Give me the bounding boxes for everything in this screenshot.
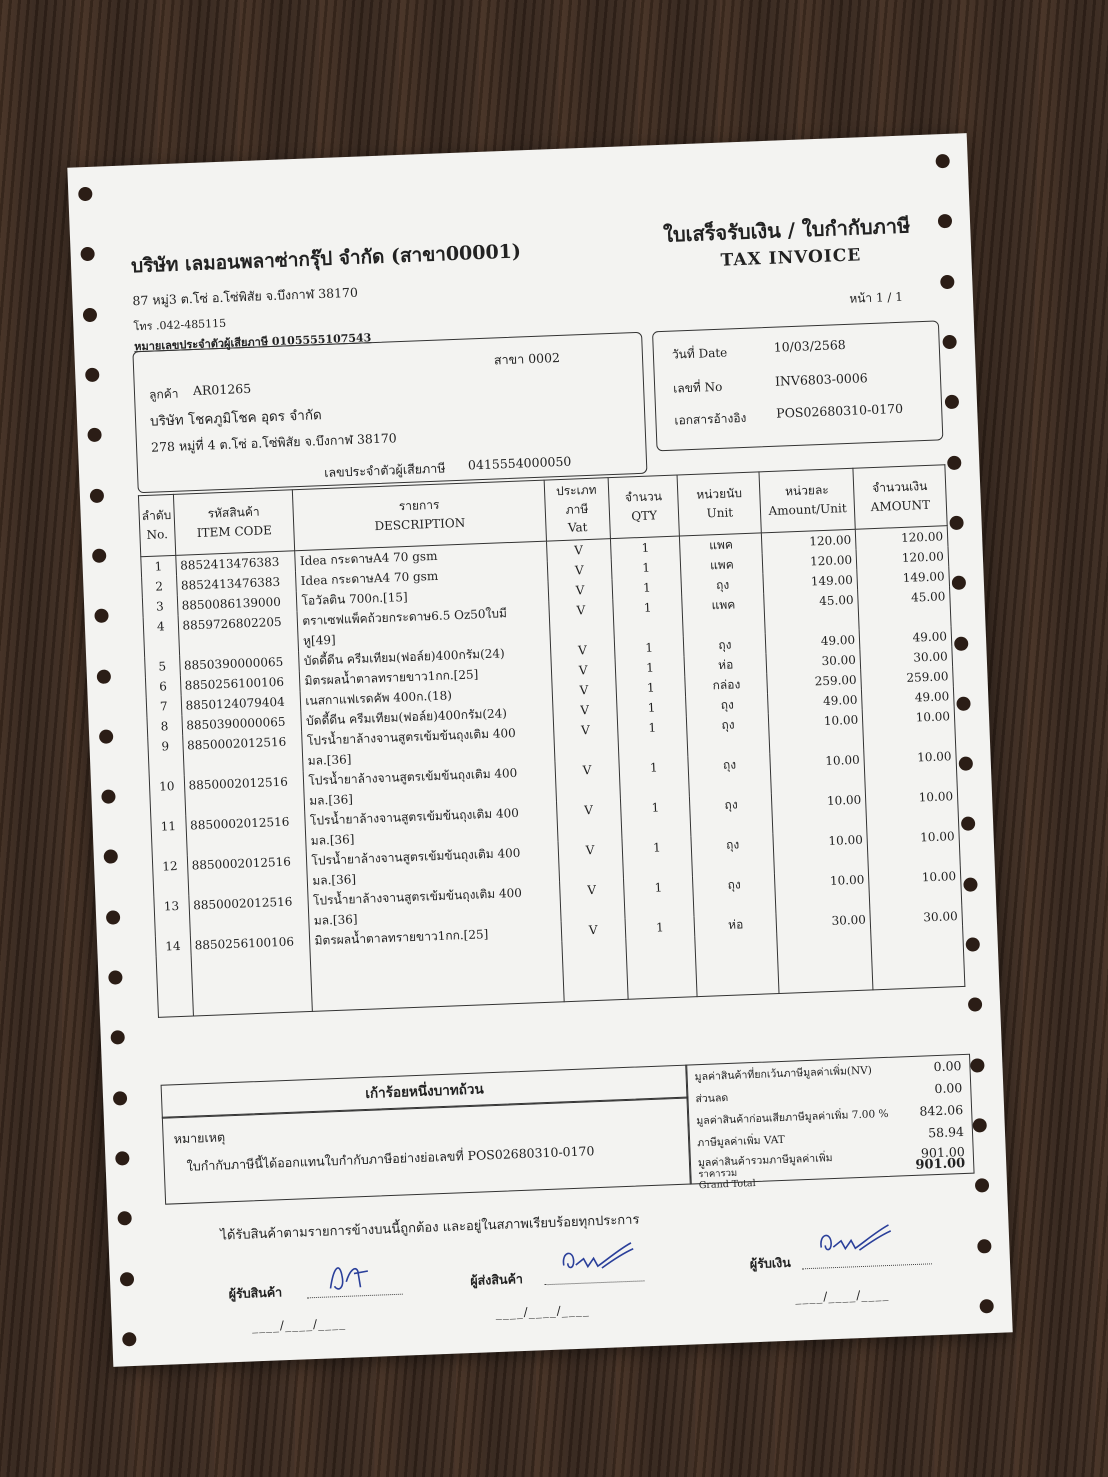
cell-code: 8850124079404 (181, 691, 302, 716)
cell-unit: ถุง (693, 873, 776, 916)
cell-unit: ห่อ (694, 913, 776, 936)
tractor-hole (117, 1211, 132, 1226)
cell-unit: กล่อง (685, 673, 767, 696)
cell-unit: ถุง (686, 693, 768, 716)
cell-code: 8850002012516 (187, 851, 308, 896)
cell-unit: ถุง (688, 753, 771, 796)
cell-qty: 1 (611, 556, 682, 579)
tractor-hole (97, 669, 112, 684)
cell-desc: โปรน้ำยาล้างจานสูตรเข้มข้นถุงเติม 400 มล.[36] (307, 841, 560, 891)
cell-desc: โปรน้ำยาล้างจานสูตรเข้มข้นถุงเติม 400 มล.[36] (305, 801, 558, 851)
cell-desc: โอวัลติน 700ก.[15] (297, 581, 549, 611)
tractor-hole (122, 1332, 137, 1347)
cell-vat: V (549, 599, 614, 641)
cell-amount: 49.00 (859, 626, 952, 650)
customer-code: AR01265 (192, 380, 252, 399)
cell-price: 259.00 (767, 669, 862, 693)
cell-amount: 10.00 (864, 746, 957, 789)
tractor-hole (942, 335, 957, 350)
cell-code: 8850002012516 (182, 731, 303, 776)
cell-qty: 1 (610, 536, 681, 559)
tractor-hole (954, 636, 969, 651)
customer-code-label: ลูกค้า (148, 386, 179, 402)
tractor-hole (94, 609, 109, 624)
col-header-code: รหัสสินค้า ITEM CODE (173, 490, 295, 555)
cell-unit: แพค (682, 593, 765, 636)
invoice-no-label: เลขที่ No (672, 379, 723, 396)
col-header-qty: จำนวน QTY (608, 475, 680, 538)
before-vat-row: มูลค่าสินค้าก่อนเสียภาษีมูลค่าเพิ่ม 7.00 % 842.06 (696, 1102, 964, 1128)
tractor-hole (945, 395, 960, 410)
cell-code: 8850002012516 (184, 771, 305, 816)
reference-label: เอกสารอ้างอิง (674, 410, 747, 428)
col-header-amount: จำนวนเงิน AMOUNT (853, 465, 947, 529)
invoice-no: INV6803-0006 (774, 370, 868, 389)
cell-vat: V (550, 639, 615, 661)
cell-unit: แพค (681, 553, 763, 576)
exempt-row: มูลค่าสินค้าที่ยกเว้นภาษีมูลค่าเพิ่ม(NV) 0.00 (694, 1058, 962, 1084)
incl-vat-row: มูลค่าสินค้ารวมภาษีมูลค่าเพิ่ม 901.00 (697, 1143, 966, 1170)
cell-no: 6 (145, 676, 180, 697)
delivery-confirmation: ได้รับสินค้าตามรายการข้างบนนี้ถูกต้อง และอยู่ในสภาพเรียบร้อยทุกประการ (220, 1212, 640, 1244)
cell-price: 45.00 (764, 589, 859, 633)
cell-unit: ถุง (687, 713, 770, 756)
grand-total-row: ราคารวม Grand Total 901.00 (698, 1155, 966, 1192)
payee-label: ผู้รับเงิน (749, 1254, 792, 1272)
cell-vat: V (552, 699, 617, 721)
company-tax-id: หมายเลขประจำตัวผู้เสียภาษี 0105555107543 (133, 331, 372, 354)
tractor-hole (80, 247, 95, 262)
remark-box (162, 1097, 692, 1205)
cell-price: 49.00 (768, 689, 863, 713)
cell-price: 49.00 (765, 629, 860, 653)
cell-vat: V (546, 538, 611, 561)
tractor-hole (963, 877, 978, 892)
cell-qty: 1 (620, 796, 691, 839)
cell-unit: ถุง (681, 573, 763, 596)
cell-no: 13 (154, 895, 190, 936)
customer-branch: สาขา 0002 (493, 349, 561, 368)
cell-price: 149.00 (763, 569, 858, 593)
invoice-paper (67, 133, 1012, 1367)
cell-price: 120.00 (762, 529, 857, 553)
cell-code: 8852413476383 (176, 571, 297, 596)
cell-vat: V (553, 719, 618, 761)
tractor-hole (959, 757, 974, 772)
cell-code: 8850390000065 (181, 711, 302, 736)
tractor-hole (956, 696, 971, 711)
cell-desc: มิตรผลน้ำตาลทรายขาว1กก.[25] (310, 921, 562, 951)
cell-vat: V (552, 679, 617, 701)
receiver-label: ผู้รับสินค้า (228, 1284, 283, 1302)
cell-amount: 10.00 (865, 786, 958, 829)
page-number: หน้า 1 / 1 (849, 289, 904, 306)
cell-price: 10.00 (768, 709, 863, 753)
cell-no: 9 (148, 736, 184, 777)
cell-qty: 1 (623, 876, 694, 919)
col-header-description: รายการ DESCRIPTION (293, 480, 546, 550)
cell-unit: ถุง (691, 833, 774, 876)
date-label: วันที่ Date (671, 345, 728, 362)
discount-row: ส่วนลด 0.00 (695, 1080, 963, 1106)
cell-unit: แพค (680, 533, 762, 557)
cell-qty: 1 (612, 576, 683, 599)
cell-no: 7 (146, 696, 181, 717)
cell-no: 8 (147, 716, 182, 737)
cell-qty: 1 (619, 756, 690, 799)
cell-desc: โปรน้ำยาล้างจานสูตรเข้มข้นถุงเติม 400 มล.[36] (304, 761, 557, 811)
cell-code: 8850002012516 (185, 811, 306, 856)
cell-desc: Idea กระดาษA4 70 gsm (296, 561, 548, 591)
cell-vat: V (555, 759, 620, 801)
cell-amount: 120.00 (856, 546, 949, 570)
vat-row: ภาษีมูลค่าเพิ่ม VAT 58.94 (696, 1124, 965, 1150)
tractor-hole (106, 910, 121, 925)
sender-label: ผู้ส่งสินค้า (470, 1271, 524, 1289)
cell-qty: 1 (614, 636, 685, 659)
cell-amount: 30.00 (860, 646, 953, 670)
cell-desc: โปรน้ำยาล้างจานสูตรเข้มข้นถุงเติม 400 มล.[36] (302, 721, 555, 771)
cell-unit: ห่อ (684, 653, 766, 676)
cell-qty: 1 (615, 656, 686, 679)
col-header-vat: ประเภท ภาษี Vat (544, 478, 610, 541)
cell-amount: 30.00 (870, 906, 963, 930)
customer-box (132, 332, 647, 493)
tractor-hole (970, 1058, 985, 1073)
discount-value: 0.00 (934, 1080, 963, 1097)
cell-no: 1 (141, 555, 176, 577)
cell-amount: 49.00 (862, 686, 955, 710)
cell-code: 8859726802205 (178, 611, 299, 656)
items-table (138, 464, 965, 1017)
cell-amount: 120.00 (855, 525, 948, 549)
tractor-hole (968, 998, 983, 1013)
cell-vat: V (547, 559, 612, 581)
tractor-hole (935, 154, 950, 169)
cell-no: 12 (152, 855, 188, 896)
tractor-hole (966, 937, 981, 952)
cell-qty: 1 (616, 696, 687, 719)
customer-tax-id: 0415554000050 (467, 453, 572, 473)
doc-title-thai: ใบเสร็จรับเงิน / ใบกำกับภาษี (662, 213, 911, 247)
cell-code: 8850256100106 (190, 931, 311, 956)
document-info-box (652, 320, 943, 451)
tractor-hole (938, 214, 953, 229)
cell-price: 120.00 (762, 549, 857, 573)
company-phone: โทร .042-485115 (133, 316, 227, 334)
tractor-hole (115, 1151, 130, 1166)
payee-signature-line (802, 1263, 932, 1269)
tractor-hole (83, 307, 98, 322)
cell-amount: 10.00 (862, 706, 955, 749)
customer-name: บริษัท โชคภูมิโชค อุดร จำกัด (149, 407, 323, 430)
customer-address: 278 หมู่ที่ 4 ต.โซ่ อ.โซ่พิสัย จ.บึงกาฬ 38170 (150, 430, 397, 455)
cell-no: 3 (142, 596, 177, 617)
cell-vat: V (558, 839, 623, 881)
cell-vat: V (551, 659, 616, 681)
col-header-unit-price: หน่วยละ Amount/Unit (759, 468, 855, 532)
cell-code: 8850086139000 (177, 591, 298, 616)
cell-code: 8850256100106 (180, 671, 301, 696)
company-name: บริษัท เลมอนพลาซ่ากรุ๊ป จำกัด (สาขา00001) (130, 240, 522, 278)
tractor-hole (85, 368, 100, 383)
cell-vat: V (548, 579, 613, 601)
cell-qty: 1 (625, 916, 696, 939)
cell-amount: 45.00 (858, 586, 951, 629)
company-address: 87 หมู่3 ต.โซ่ อ.โซ่พิสัย จ.บึงกาฬ 38170 (132, 284, 359, 309)
reference-no: POS02680310-0170 (775, 400, 904, 421)
cell-desc: มิตรผลน้ำตาลทรายขาว1กก.[25] (300, 661, 552, 691)
cell-amount: 149.00 (857, 566, 950, 590)
cell-price: 10.00 (770, 749, 865, 793)
cell-desc: ตราเซฟแพ็คถ้วยกระดาษ6.5 Oz50ใบมี หู[49] (297, 601, 550, 651)
amount-in-words: เก้าร้อยหนึ่งบาทถ้วน (161, 1065, 689, 1119)
tractor-hole (113, 1091, 128, 1106)
tractor-hole (120, 1272, 135, 1287)
cell-vat: V (561, 919, 626, 941)
cell-no: 4 (143, 616, 179, 657)
cell-amount: 10.00 (868, 866, 961, 909)
invoice-date: 10/03/2568 (773, 336, 846, 355)
doc-title-english: TAX INVOICE (720, 245, 862, 271)
exempt-value: 0.00 (933, 1058, 962, 1075)
cell-no: 2 (142, 576, 177, 597)
totals-box (685, 1054, 974, 1192)
cell-price: 10.00 (773, 829, 868, 873)
tractor-hole (961, 817, 976, 832)
cell-price: 30.00 (766, 649, 861, 673)
tractor-hole (947, 455, 962, 470)
cell-desc: เนสกาแฟเรดคัพ 400ก.(18) (300, 681, 552, 711)
before-vat-value: 842.06 (919, 1102, 964, 1119)
cell-price: 30.00 (776, 909, 871, 933)
tractor-hole (99, 729, 114, 744)
tractor-hole (92, 548, 107, 563)
cell-price: 10.00 (775, 869, 870, 913)
tractor-hole (977, 1239, 992, 1254)
remark-text: ใบกำกับภาษีนี้ได้ออกแทนใบกำกับภาษีอย่างย่อเลขที่ POS02680310-0170 (186, 1143, 595, 1174)
tractor-hole (87, 428, 102, 443)
tractor-hole (78, 187, 93, 202)
tractor-hole (90, 488, 105, 503)
cell-code: 8850390000065 (179, 651, 300, 676)
cell-vat: V (559, 879, 624, 921)
cell-code: 8850002012516 (188, 891, 309, 936)
incl-vat-value: 901.00 (920, 1143, 966, 1161)
cell-no: 10 (149, 775, 185, 816)
tractor-hole (979, 1299, 994, 1314)
cell-qty: 1 (615, 676, 686, 699)
payee-signature-mark (814, 1219, 895, 1262)
tractor-hole (108, 970, 123, 985)
cell-desc: โปรน้ำยาล้างจานสูตรเข้มข้นถุงเติม 400 มล.[36] (308, 881, 561, 931)
cell-unit: ถุง (690, 793, 773, 836)
tractor-hole (972, 1118, 987, 1133)
tractor-hole (952, 576, 967, 591)
customer-tax-id-label: เลขประจำตัวผู้เสียภาษี (323, 460, 446, 481)
cell-qty: 1 (617, 716, 688, 759)
cell-unit: ถุง (684, 633, 766, 656)
cell-qty: 1 (622, 836, 693, 879)
cell-desc: บัดดี้ดีน ครีมเทียม(ฟอล์ย)400กรัม(24) (299, 641, 551, 671)
cell-amount: 259.00 (861, 666, 954, 690)
grand-total-value: 901.00 (915, 1155, 966, 1173)
tractor-hole (975, 1178, 990, 1193)
sender-signature-line (545, 1280, 645, 1285)
tractor-hole (104, 850, 119, 865)
cell-no: 14 (155, 935, 190, 956)
sender-signature-mark (557, 1237, 638, 1280)
cell-desc: บัดดี้ดีน ครีมเทียม(ฟอล์ย)400กรัม(24) (301, 701, 553, 731)
col-header-no: ลำดับ No. (138, 494, 175, 556)
cell-vat: V (556, 799, 621, 841)
cell-no: 11 (151, 815, 187, 856)
remark-label: หมายเหตุ (173, 1129, 226, 1147)
cell-no: 5 (145, 656, 180, 677)
payee-date: ____/____/____ (794, 1286, 890, 1305)
receiver-date: ____/____/____ (251, 1315, 347, 1334)
cell-price: 10.00 (772, 789, 867, 833)
tractor-hole (110, 1031, 125, 1046)
col-header-unit: หน่วยนับ Unit (678, 472, 762, 536)
cell-qty: 1 (612, 596, 683, 639)
receiver-signature-mark (319, 1257, 380, 1299)
sender-date: ____/____/____ (495, 1302, 590, 1321)
cell-amount: 10.00 (867, 826, 960, 869)
cell-desc: Idea กระดาษA4 70 gsm (295, 541, 547, 571)
cell-code: 8852413476383 (175, 551, 296, 576)
vat-value: 58.94 (927, 1124, 965, 1141)
tractor-hole (949, 515, 964, 530)
tractor-hole (101, 789, 116, 804)
tractor-hole (940, 274, 955, 289)
